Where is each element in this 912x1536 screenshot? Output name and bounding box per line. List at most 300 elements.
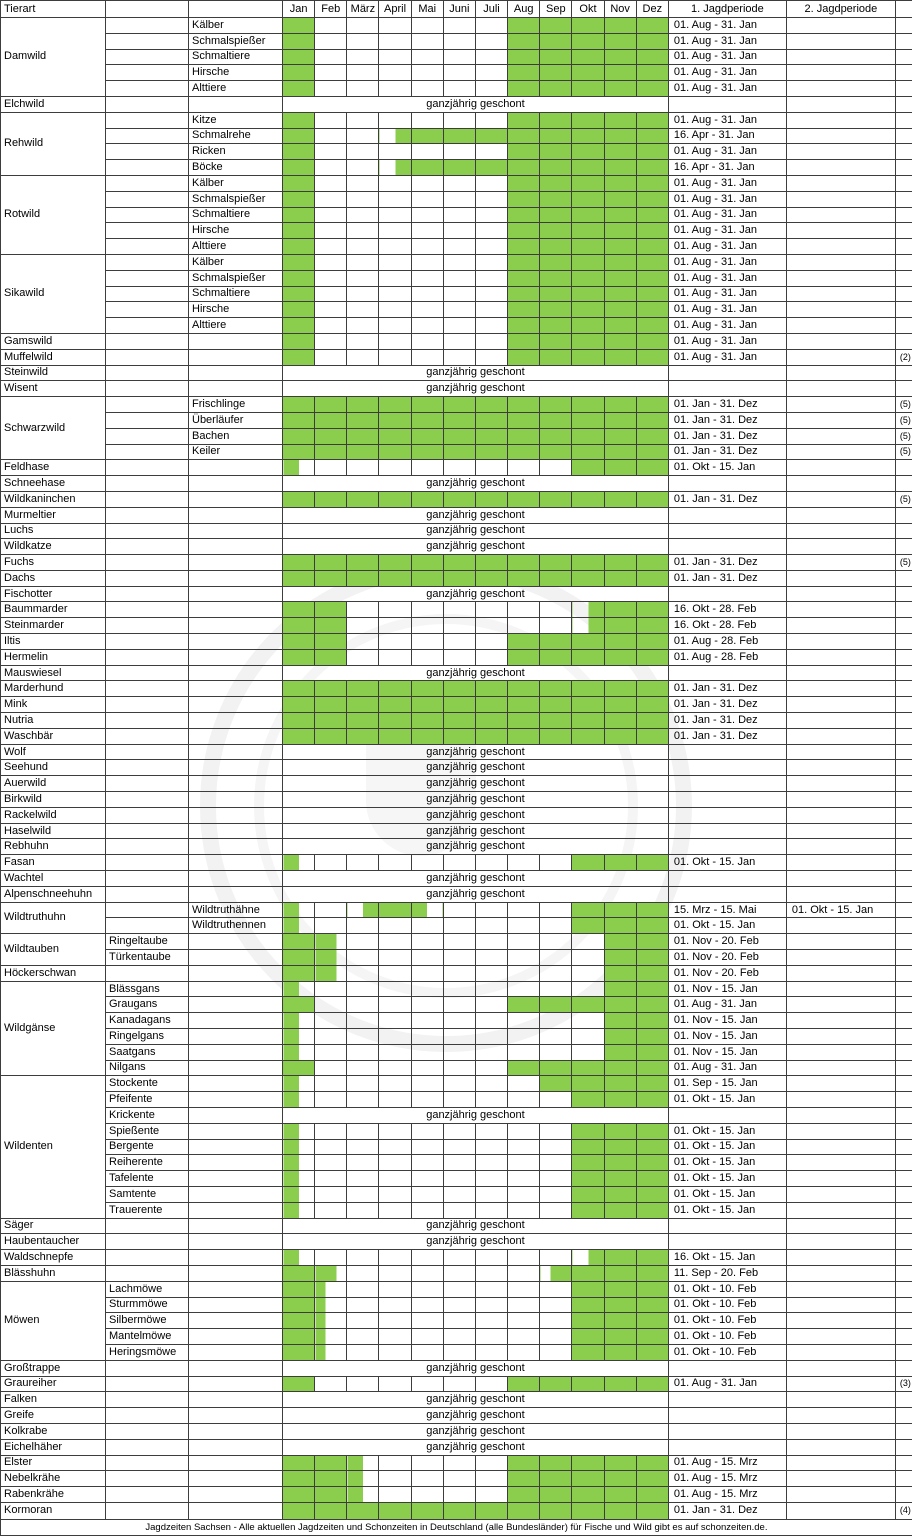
month-cell [636,934,668,950]
period2-cell [786,81,895,97]
month-cell [604,18,636,34]
note-cell [895,1487,912,1503]
period1-cell: 01. Aug - 31. Jan [668,18,786,34]
protected-cell: ganzjährig geschont [283,507,669,523]
month-cell [475,428,507,444]
month-cell [283,81,315,97]
empty-cell [106,823,189,839]
note-cell [895,965,912,981]
month-cell [443,1313,475,1329]
month-cell [475,1123,507,1139]
month-cell [636,950,668,966]
period1-cell: 01. Jan - 31. Dez [668,681,786,697]
period2-cell [786,333,895,349]
table-row [1,713,912,729]
month-cell [508,997,540,1013]
month-cell [636,1171,668,1187]
species-cell: Schmalspießer [189,270,283,286]
month-cell [411,1202,443,1218]
month-cell [283,144,315,160]
month-cell [475,65,507,81]
month-cell [572,239,604,255]
species-cell: Türkentaube [106,950,189,966]
month-cell [508,18,540,34]
month-cell [411,1376,443,1392]
month-cell [411,602,443,618]
month-cell [443,128,475,144]
period2-cell [786,681,895,697]
month-cell [283,270,315,286]
species-cell: Krickente [106,1107,189,1123]
month-cell [604,1044,636,1060]
month-cell [604,697,636,713]
species-cell: Schmaltiere [189,49,283,65]
month-cell [475,1455,507,1471]
note-cell [895,223,912,239]
month-cell [508,918,540,934]
period2-cell [786,634,895,650]
month-cell [508,1376,540,1392]
month-cell [443,18,475,34]
month-cell [315,934,347,950]
month-cell [347,1281,379,1297]
period2-cell [786,318,895,334]
month-cell [475,49,507,65]
month-cell [540,318,572,334]
table-row [1,1076,912,1092]
period1-cell: 01. Okt - 15. Jan [668,1092,786,1108]
month-cell [379,1250,411,1266]
period1-cell [668,760,786,776]
month-cell [540,1313,572,1329]
period2-cell [786,523,895,539]
species-cell: Mink [1,697,106,713]
month-cell [379,681,411,697]
note-cell [895,254,912,270]
month-cell [379,618,411,634]
month-cell [475,460,507,476]
period1-cell: 01. Okt - 15. Jan [668,1155,786,1171]
protected-cell: ganzjährig geschont [283,476,669,492]
note-cell [895,1076,912,1092]
month-cell [411,286,443,302]
month-cell [540,1092,572,1108]
period1-cell: 01. Aug - 31. Jan [668,349,786,365]
month-cell [508,128,540,144]
month-cell [347,49,379,65]
species-cell: Ricken [189,144,283,160]
note-cell [895,539,912,555]
month-cell [540,713,572,729]
period2-cell: 01. Okt - 15. Jan [786,902,895,918]
month-cell [475,333,507,349]
month-cell [379,1202,411,1218]
group-cell: Wildenten [1,1076,106,1218]
period1-cell [668,96,786,112]
month-cell [315,1060,347,1076]
month-cell [540,1281,572,1297]
period2-cell [786,33,895,49]
month-cell [411,713,443,729]
month-cell [443,728,475,744]
month-cell [283,65,315,81]
species-cell: Marderhund [1,681,106,697]
month-cell [379,1139,411,1155]
month-cell [315,1202,347,1218]
month-cell [636,649,668,665]
month-cell [572,1186,604,1202]
month-cell [636,713,668,729]
month-cell [540,649,572,665]
table-row [1,1155,912,1171]
month-cell [572,1076,604,1092]
month-cell [508,602,540,618]
header-period1: 1. Jagdperiode [668,1,786,18]
month-cell [540,270,572,286]
month-cell [411,175,443,191]
species-cell: Wisent [1,381,106,397]
empty-cell [106,18,189,34]
empty-cell [189,1092,283,1108]
month-cell [283,333,315,349]
month-cell [508,934,540,950]
empty-cell [106,539,189,555]
empty-cell [189,1155,283,1171]
period2-cell [786,507,895,523]
empty-cell [106,570,189,586]
period1-cell: 01. Nov - 20. Feb [668,950,786,966]
period1-cell: 01. Aug - 31. Jan [668,81,786,97]
month-cell [379,1092,411,1108]
month-cell [572,175,604,191]
note-cell [895,160,912,176]
empty-cell [189,1423,283,1439]
month-cell [283,1344,315,1360]
month-cell [347,902,379,918]
period2-cell [786,1123,895,1139]
month-cell [475,634,507,650]
month-cell [572,191,604,207]
month-cell [508,1139,540,1155]
period1-cell: 01. Okt - 15. Jan [668,918,786,934]
month-cell [475,270,507,286]
period2-cell [786,618,895,634]
period1-cell [668,381,786,397]
month-cell [604,1155,636,1171]
month-cell [315,460,347,476]
month-cell [540,65,572,81]
period2-cell [786,397,895,413]
empty-cell [106,918,189,934]
note-cell [895,1313,912,1329]
table-row [1,460,912,476]
month-cell [540,618,572,634]
month-cell [379,728,411,744]
month-cell [475,713,507,729]
month-cell [379,128,411,144]
month-cell [283,1044,315,1060]
period1-cell: 16. Apr - 31. Jan [668,128,786,144]
empty-cell [106,902,189,918]
empty-cell [106,318,189,334]
note-cell [895,1234,912,1250]
table-row [1,1329,912,1345]
period2-cell [786,18,895,34]
month-cell [283,112,315,128]
empty-cell [106,476,189,492]
month-cell [347,681,379,697]
month-cell [508,1471,540,1487]
note-cell [895,1060,912,1076]
table-row [1,18,912,34]
month-cell [379,460,411,476]
table-row [1,649,912,665]
month-cell [315,555,347,571]
empty-cell [106,65,189,81]
species-cell: Schmaltiere [189,286,283,302]
month-cell [411,160,443,176]
month-cell [379,270,411,286]
empty-cell [106,681,189,697]
month-cell [540,950,572,966]
table-row [1,223,912,239]
month-cell [443,112,475,128]
month-cell [636,681,668,697]
period2-cell [786,981,895,997]
month-cell [604,160,636,176]
group-cell: Rotwild [1,175,106,254]
month-cell [508,428,540,444]
month-cell [508,333,540,349]
empty-cell [189,96,283,112]
month-cell [572,491,604,507]
month-cell [315,1076,347,1092]
month-cell [315,1013,347,1029]
month-cell [411,1139,443,1155]
month-cell [540,160,572,176]
month-cell [508,570,540,586]
month-cell [475,981,507,997]
species-cell: Dachs [1,570,106,586]
species-cell: Bergente [106,1139,189,1155]
month-cell [443,254,475,270]
month-cell [379,934,411,950]
month-cell [540,602,572,618]
month-cell [315,81,347,97]
species-cell: Stockente [106,1076,189,1092]
period1-cell: 01. Jan - 31. Dez [668,728,786,744]
empty-cell [189,1297,283,1313]
month-cell [379,49,411,65]
species-cell: Waldschnepfe [1,1250,106,1266]
month-cell [379,649,411,665]
empty-cell [189,1107,283,1123]
month-cell [411,412,443,428]
empty-cell [189,760,283,776]
period1-cell: 01. Aug - 31. Jan [668,223,786,239]
empty-cell [189,1265,283,1281]
month-cell [508,1455,540,1471]
month-cell [636,460,668,476]
empty-cell [189,1250,283,1266]
month-cell [443,1487,475,1503]
month-cell [347,713,379,729]
period1-cell: 01. Okt - 15. Jan [668,460,786,476]
empty-cell [189,1455,283,1471]
note-cell [895,1344,912,1360]
month-cell [508,681,540,697]
month-cell [604,1092,636,1108]
month-cell [604,191,636,207]
period2-cell [786,428,895,444]
note-cell: (4) [895,1502,912,1519]
table-row [1,681,912,697]
period2-cell [786,191,895,207]
month-cell [283,412,315,428]
month-cell [347,1044,379,1060]
period1-cell: 01. Aug - 15. Mrz [668,1471,786,1487]
month-cell [508,950,540,966]
table-row [1,950,912,966]
month-cell [636,270,668,286]
period1-cell: 01. Okt - 15. Jan [668,1186,786,1202]
month-cell [347,1502,379,1519]
month-cell [347,1202,379,1218]
month-cell [572,428,604,444]
month-cell [604,349,636,365]
month-cell [379,397,411,413]
month-cell [379,602,411,618]
protected-cell: ganzjährig geschont [283,792,669,808]
month-cell [347,1344,379,1360]
period1-cell: 01. Okt - 15. Jan [668,1123,786,1139]
period1-cell: 01. Aug - 31. Jan [668,33,786,49]
month-cell [315,428,347,444]
period1-cell: 16. Okt - 28. Feb [668,618,786,634]
month-cell [604,175,636,191]
month-cell [475,1281,507,1297]
month-cell [636,128,668,144]
month-cell [604,728,636,744]
month-cell [411,902,443,918]
note-cell [895,1123,912,1139]
note-cell [895,697,912,713]
table-row [1,1487,912,1503]
species-cell: Graugans [106,997,189,1013]
empty-cell [106,49,189,65]
month-cell [315,1329,347,1345]
month-cell [379,1076,411,1092]
period1-cell: 01. Okt - 15. Jan [668,1171,786,1187]
month-cell [347,618,379,634]
period2-cell [786,918,895,934]
month-cell [379,1265,411,1281]
species-cell: Alttiere [189,318,283,334]
month-cell [572,918,604,934]
species-cell: Fischotter [1,586,106,602]
month-cell [443,223,475,239]
species-cell: Steinmarder [1,618,106,634]
period1-cell: 01. Aug - 15. Mrz [668,1455,786,1471]
empty-cell [189,681,283,697]
month-cell [411,1013,443,1029]
empty-cell [189,855,283,871]
period1-cell: 01. Aug - 31. Jan [668,49,786,65]
table-row [1,49,912,65]
month-cell [315,270,347,286]
period2-cell [786,792,895,808]
month-cell [604,1029,636,1045]
month-cell [315,1029,347,1045]
month-cell [315,191,347,207]
period2-cell [786,555,895,571]
month-cell [604,634,636,650]
empty-cell [189,570,283,586]
footer-row [1,1520,912,1536]
period2-cell [786,1060,895,1076]
period1-cell [668,1423,786,1439]
period1-cell: 01. Aug - 31. Jan [668,302,786,318]
period1-cell [668,539,786,555]
month-cell [572,1013,604,1029]
period2-cell [786,1471,895,1487]
species-cell: Blässhuhn [1,1265,106,1281]
month-cell [475,1186,507,1202]
month-cell [379,239,411,255]
month-cell [508,1313,540,1329]
empty-cell [106,1471,189,1487]
month-cell [347,602,379,618]
empty-cell [189,1439,283,1455]
protected-cell: ganzjährig geschont [283,744,669,760]
period2-cell [786,1171,895,1187]
month-cell [443,1265,475,1281]
species-cell: Kälber [189,18,283,34]
month-cell [347,444,379,460]
empty-cell [189,1218,283,1234]
month-cell [540,491,572,507]
month-cell [475,1329,507,1345]
month-cell [283,397,315,413]
month-cell [283,618,315,634]
protected-cell: ganzjährig geschont [283,1218,669,1234]
empty-cell [106,160,189,176]
month-cell [379,254,411,270]
month-cell [475,302,507,318]
period1-cell: 01. Aug - 15. Mrz [668,1487,786,1503]
month-cell [572,1344,604,1360]
month-cell [315,681,347,697]
species-cell: Alttiere [189,81,283,97]
month-cell [283,1376,315,1392]
table-row [1,476,912,492]
month-cell [508,397,540,413]
note-cell [895,1202,912,1218]
month-cell [315,128,347,144]
period2-cell [786,602,895,618]
note-cell [895,1297,912,1313]
month-cell [379,191,411,207]
month-cell [636,1044,668,1060]
month-cell [315,491,347,507]
month-cell [540,1344,572,1360]
group-cell: Möwen [1,1281,106,1360]
month-cell [443,1344,475,1360]
period2-cell [786,1487,895,1503]
month-cell [475,1250,507,1266]
period1-cell: 01. Aug - 31. Jan [668,318,786,334]
empty-cell [106,286,189,302]
